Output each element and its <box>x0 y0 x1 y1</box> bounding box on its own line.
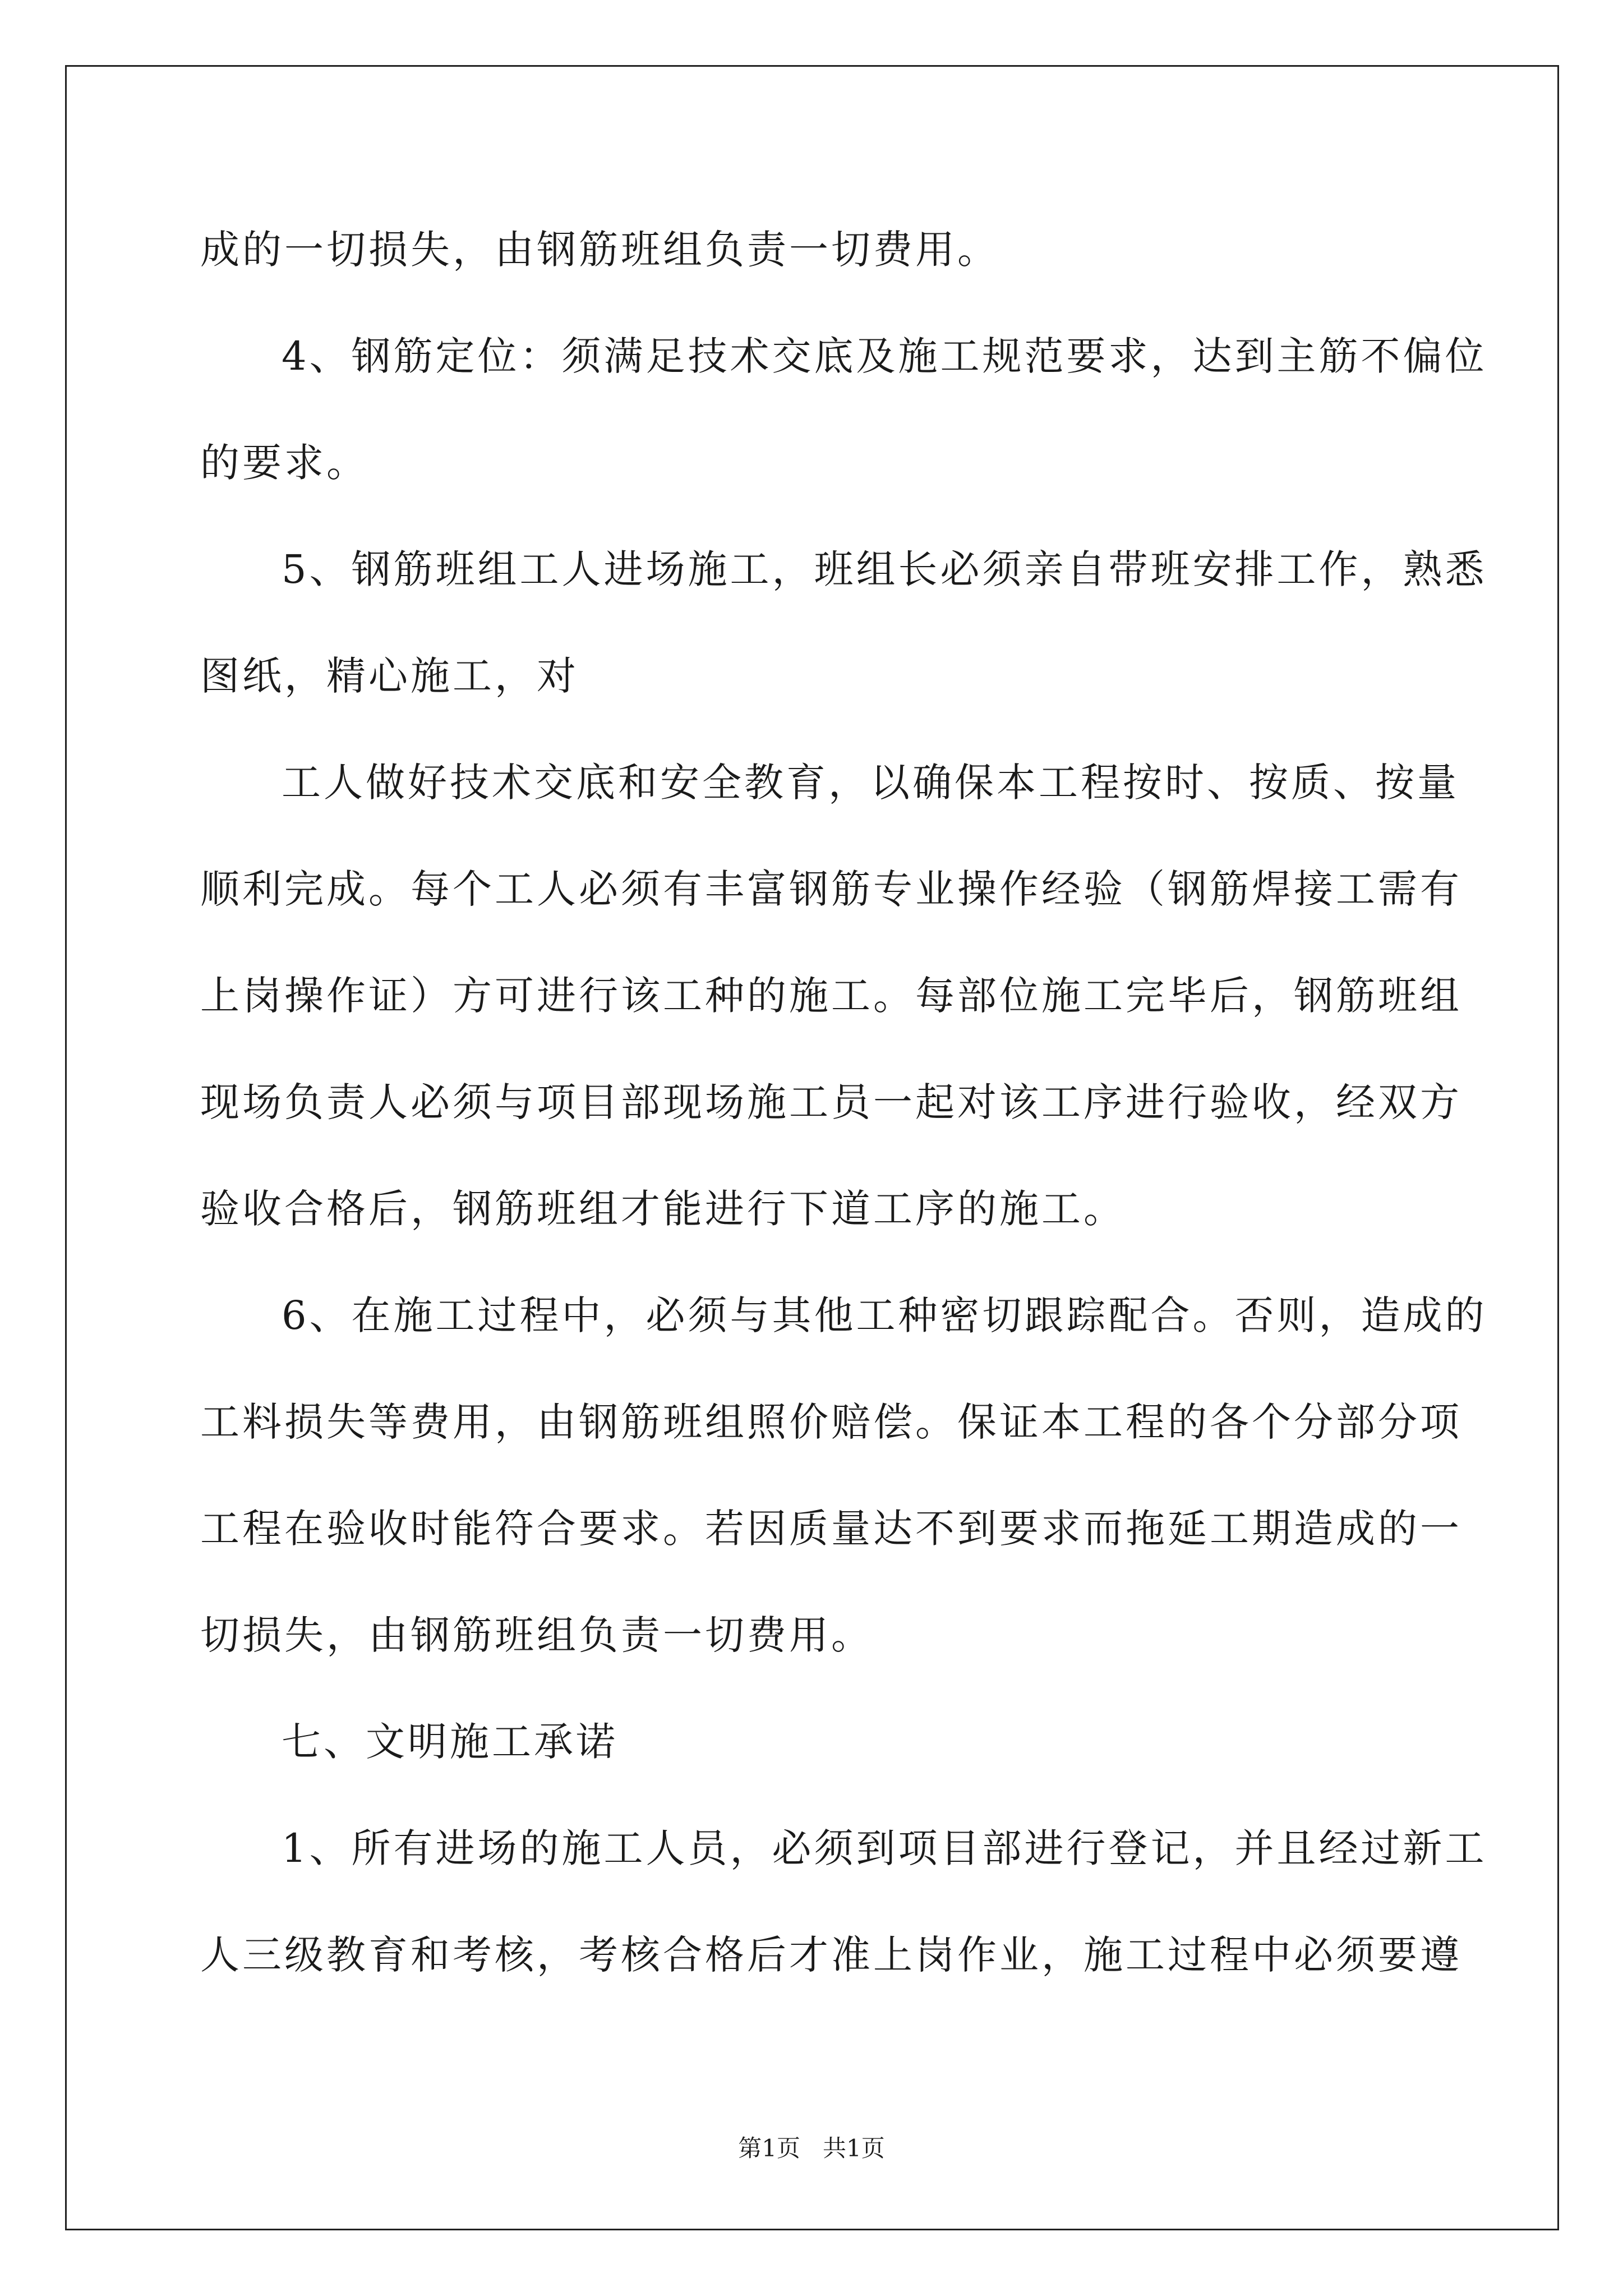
text-line: 上岗操作证）方可进行该工种的施工。每部位施工完毕后，钢筋班组 <box>200 973 1462 1019</box>
text-line: 4、钢筋定位：须满足技术交底及施工规范要求，达到主筋不偏位 <box>282 333 1487 379</box>
text-line: 验收合格后，钢筋班组才能进行下道工序的施工。 <box>200 1186 1126 1232</box>
text-line: 工人做好技术交底和安全教育，以确保本工程按时、按质、按量 <box>282 760 1459 806</box>
text-line: 工料损失等费用，由钢筋班组照价赔偿。保证本工程的各个分部分项 <box>200 1399 1462 1445</box>
text-line: 1、所有进场的施工人员，必须到项目部进行登记，并且经过新工 <box>282 1825 1487 1871</box>
text-line: 的要求。 <box>200 440 368 486</box>
page-number-footer: 第1页 共1页 <box>738 2134 885 2162</box>
document-body <box>200 219 1487 2031</box>
text-line: 图纸，精心施工，对 <box>200 653 579 699</box>
text-line: 现场负责人必须与项目部现场施工员一起对该工序进行验收，经双方 <box>200 1079 1462 1125</box>
text-line: 成的一切损失，由钢筋班组负责一切费用。 <box>200 227 999 273</box>
text-line: 6、在施工过程中，必须与其他工种密切跟踪配合。否则，造成的 <box>282 1292 1487 1338</box>
text-line: 人三级教育和考核，考核合格后才准上岗作业，施工过程中必须要遵 <box>200 1932 1462 1978</box>
section-heading: 七、文明施工承诺 <box>282 1719 618 1765</box>
text-line: 5、钢筋班组工人进场施工，班组长必须亲自带班安排工作，熟悉 <box>282 546 1487 592</box>
text-line: 顺利完成。每个工人必须有丰富钢筋专业操作经验（钢筋焊接工需有 <box>200 866 1462 912</box>
text-line: 工程在验收时能符合要求。若因质量达不到要求而拖延工期造成的一 <box>200 1506 1462 1552</box>
text-line: 切损失，由钢筋班组负责一切费用。 <box>200 1612 873 1658</box>
